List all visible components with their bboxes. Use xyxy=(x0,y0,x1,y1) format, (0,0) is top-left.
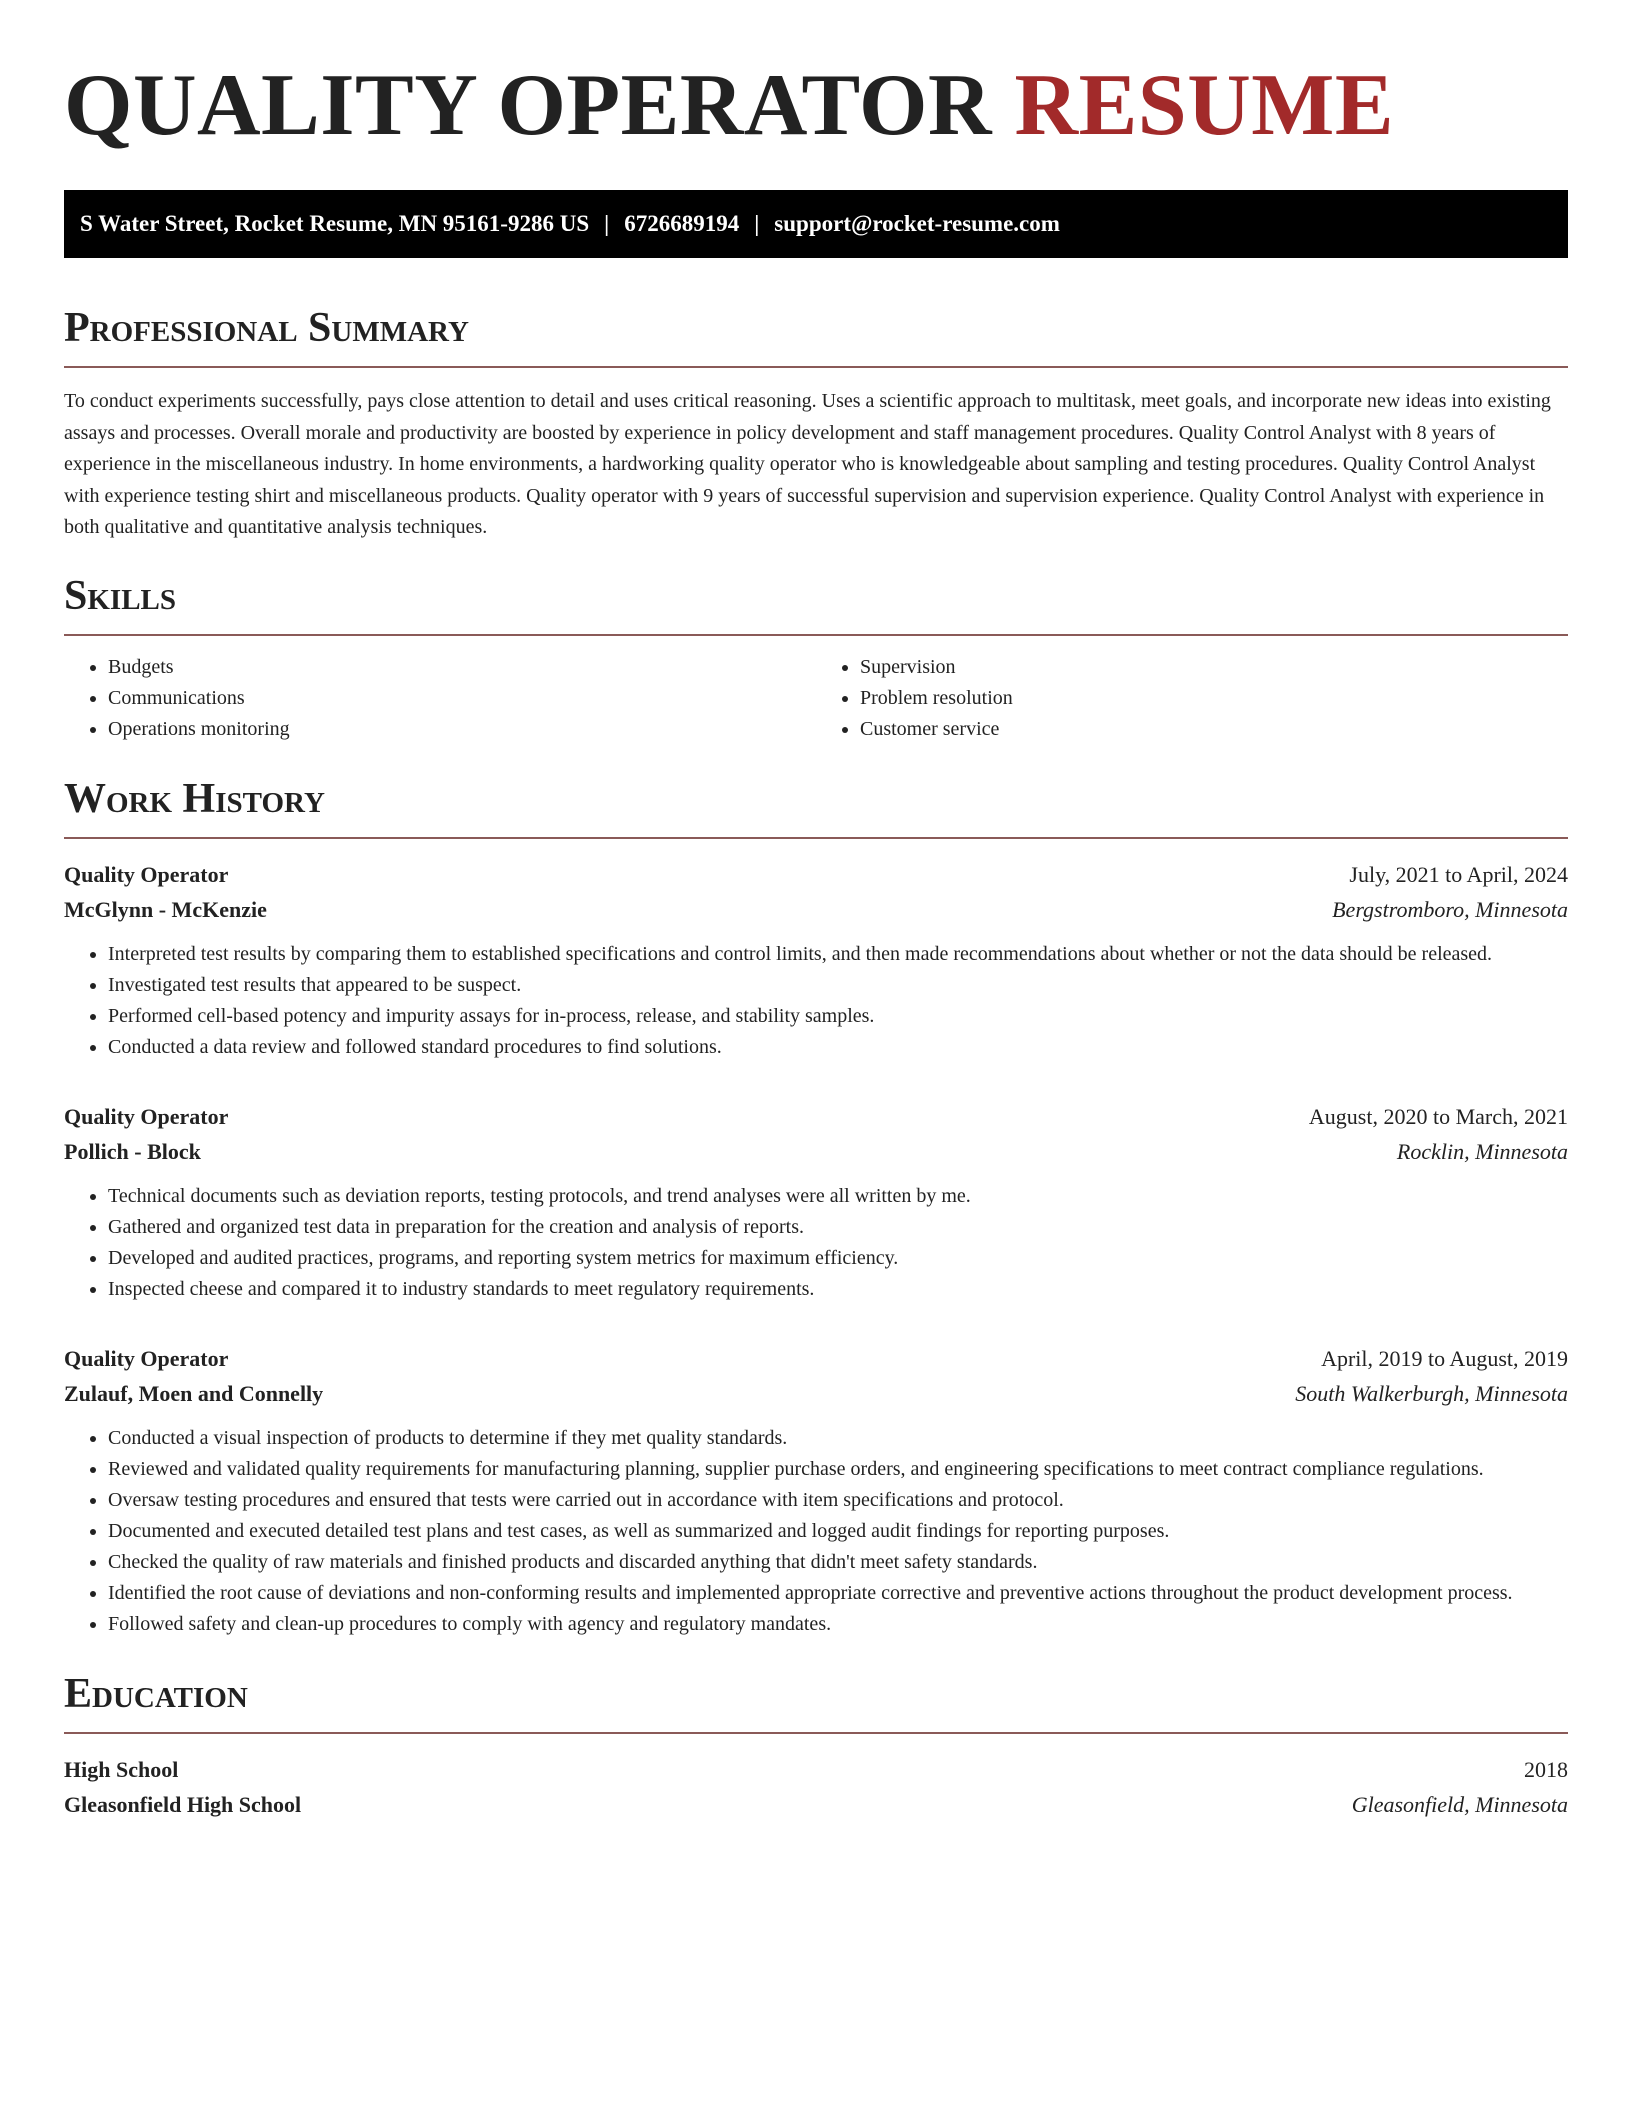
education-school-row xyxy=(64,1787,1568,1822)
job-header-row xyxy=(64,857,1568,892)
job-location: South Walkerburgh, Minnesota xyxy=(1295,1380,1568,1406)
job-duty: • Documented and executed detailed test plans and test cases, as well as summarized and logged audit findings for reporting purposes. xyxy=(108,1516,1568,1547)
education-year: 2018 xyxy=(1524,1756,1568,1782)
job-company-row xyxy=(64,1134,1568,1169)
skill-item: • Operations monitoring xyxy=(108,714,816,745)
job-title: Quality Operator xyxy=(64,1345,229,1371)
job-duty: • Conducted a data review and followed standard procedures to find solutions. xyxy=(108,1032,1568,1063)
section-heading-summary: Professional Summary xyxy=(64,305,469,351)
section-heading-skills: Skills xyxy=(64,572,177,619)
job-duty: • Performed cell-based potency and impurity assays for in-process, release, and stability samples. xyxy=(108,1001,1568,1032)
contact-address: S Water Street, Rocket Resume, MN 95161-9286 US xyxy=(80,211,590,236)
job-entry xyxy=(64,857,1568,1063)
job-duty: • Oversaw testing procedures and ensured that tests were carried out in accordance with item specifications and protocol. xyxy=(108,1485,1568,1516)
job-duty: • Inspected cheese and compared it to industry standards to meet regulatory requirements. xyxy=(108,1274,1568,1305)
education-header-row xyxy=(64,1752,1568,1787)
job-duty: • Identified the root cause of deviations and non-conforming results and implemented appropriate corrective and preventive actions throughout the product development process. xyxy=(108,1578,1568,1609)
skills-column-right xyxy=(816,652,1568,745)
skills-grid xyxy=(64,652,1568,745)
resume-title xyxy=(64,56,1568,156)
skill-item: • Communications xyxy=(108,683,816,714)
job-duties xyxy=(64,1423,1568,1640)
contact-email: support@rocket-resume.com xyxy=(774,211,1060,236)
education-entry xyxy=(64,1752,1568,1822)
title-main: QUALITY OPERATOR xyxy=(64,57,1015,154)
job-title: Quality Operator xyxy=(64,1103,229,1129)
skill-item: • Problem resolution xyxy=(860,683,1568,714)
skills-section xyxy=(64,570,1568,745)
section-divider xyxy=(64,634,1568,636)
job-duty: • Technical documents such as deviation reports, testing protocols, and trend analyses were all written by me. xyxy=(108,1181,1568,1212)
section-divider xyxy=(64,837,1568,839)
title-accent: RESUME xyxy=(1014,57,1395,154)
job-duty: • Conducted a visual inspection of products to determine if they met quality standards. xyxy=(108,1423,1568,1454)
job-company-row xyxy=(64,1376,1568,1411)
job-location: Rocklin, Minnesota xyxy=(1396,1138,1568,1164)
skill-item: • Supervision xyxy=(860,652,1568,683)
job-duty: • Developed and audited practices, programs, and reporting system metrics for maximum efficiency. xyxy=(108,1243,1568,1274)
job-duty: • Checked the quality of raw materials and finished products and discarded anything that didn't meet safety standards. xyxy=(108,1547,1568,1578)
job-header-row xyxy=(64,1099,1568,1134)
job-company: McGlynn - McKenzie xyxy=(64,896,267,922)
job-duty: • Followed safety and clean-up procedures to comply with agency and regulatory mandates. xyxy=(108,1609,1568,1640)
job-entry xyxy=(64,1341,1568,1640)
job-duty: • Reviewed and validated quality requirements for manufacturing planning, supplier purchase orders, and engineering specifications to meet contract compliance regulations. xyxy=(108,1454,1568,1485)
contact-separator: | xyxy=(604,211,610,236)
job-company: Pollich - Block xyxy=(64,1138,201,1164)
job-dates: August, 2020 to March, 2021 xyxy=(1308,1103,1568,1129)
job-dates: July, 2021 to April, 2024 xyxy=(1349,861,1568,887)
job-company: Zulauf, Moen and Connelly xyxy=(64,1380,324,1406)
contact-separator: | xyxy=(754,211,760,236)
job-entry xyxy=(64,1099,1568,1305)
job-duties xyxy=(64,1181,1568,1305)
skill-item: • Customer service xyxy=(860,714,1568,745)
job-location: Bergstromboro, Minnesota xyxy=(1332,896,1568,922)
section-heading-work-history: Work History xyxy=(64,775,325,822)
job-duty: • Interpreted test results by comparing them to established specifications and control limits, and then made recommendations about whether or not the data should be released. xyxy=(108,939,1568,970)
job-title: Quality Operator xyxy=(64,861,229,887)
education-section xyxy=(64,1668,1568,1822)
education-location: Gleasonfield, Minnesota xyxy=(1351,1791,1568,1817)
job-header-row xyxy=(64,1341,1568,1376)
job-company-row xyxy=(64,892,1568,927)
contact-bar xyxy=(64,190,1568,258)
job-dates: April, 2019 to August, 2019 xyxy=(1321,1345,1568,1371)
education-degree: High School xyxy=(64,1756,179,1782)
section-heading-education: Education xyxy=(64,1670,248,1717)
summary-section xyxy=(64,302,1568,544)
work-history-section xyxy=(64,773,1568,1640)
education-school: Gleasonfield High School xyxy=(64,1791,302,1817)
summary-text: To conduct experiments successfully, pays close attention to detail and uses critical reasoning. Uses a scientific approach to multitask, meet goals, and incorporate new ideas into existing assays and processes. Overall morale and productivity are boosted by experience in policy development and staff management procedures. Quality Control Analyst with 8 years of experience in the miscellaneous industry. In home environments, a hardworking quality operator who is knowledgeable about sampling and testing procedures. Quality Control Analyst with experience testing shirt and miscellaneous products. Quality operator with 9 years of successful supervision and supervision experience. Quality Control Analyst with experience in both qualitative and quantitative analysis techniques. xyxy=(64,390,1551,538)
job-duty: • Gathered and organized test data in preparation for the creation and analysis of reports. xyxy=(108,1212,1568,1243)
skills-column-left xyxy=(64,652,816,745)
contact-phone: 6726689194 xyxy=(624,211,740,236)
section-divider xyxy=(64,366,1568,368)
job-duties xyxy=(64,939,1568,1063)
job-duty: • Investigated test results that appeared to be suspect. xyxy=(108,970,1568,1001)
section-divider xyxy=(64,1732,1568,1734)
skill-item: • Budgets xyxy=(108,652,816,683)
